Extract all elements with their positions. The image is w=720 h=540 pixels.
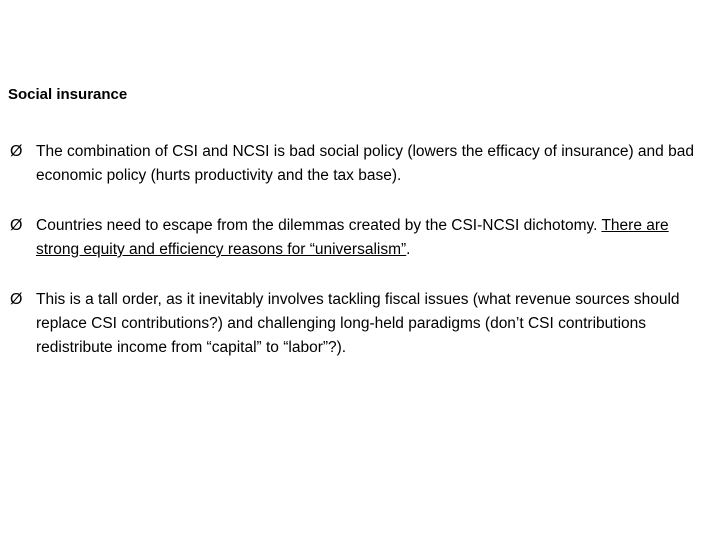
arrow-bullet-icon: Ø [10, 143, 23, 160]
bullet-text-part: Countries need to escape from the dilemmas created by the CSI-NCSI dichotomy. [36, 217, 602, 234]
bullet-item [8, 214, 708, 262]
underlined-text: There are strong equity and efficiency reasons for “universalism” [36, 217, 669, 258]
slide-title: Social insurance [8, 86, 128, 103]
arrow-bullet-icon: Ø [10, 291, 23, 308]
bullet-text-end: . [406, 241, 411, 258]
bullet-item [8, 288, 708, 360]
bullet-text: The combination of CSI and NCSI is bad social policy (lowers the efficacy of insurance) and bad economic policy (hurts productivity and the tax base). [36, 143, 694, 184]
bullet-item [8, 140, 708, 188]
arrow-bullet-icon: Ø [10, 217, 23, 234]
bullet-list [8, 140, 708, 386]
bullet-text [36, 214, 708, 262]
bullet-text: This is a tall order, as it inevitably involves tackling fiscal issues (what revenue sources should replace CSI contributions?) and challenging long-held paradigms (don’t CSI contributions redistribute income from “capital” to “labor”?). [36, 291, 680, 356]
